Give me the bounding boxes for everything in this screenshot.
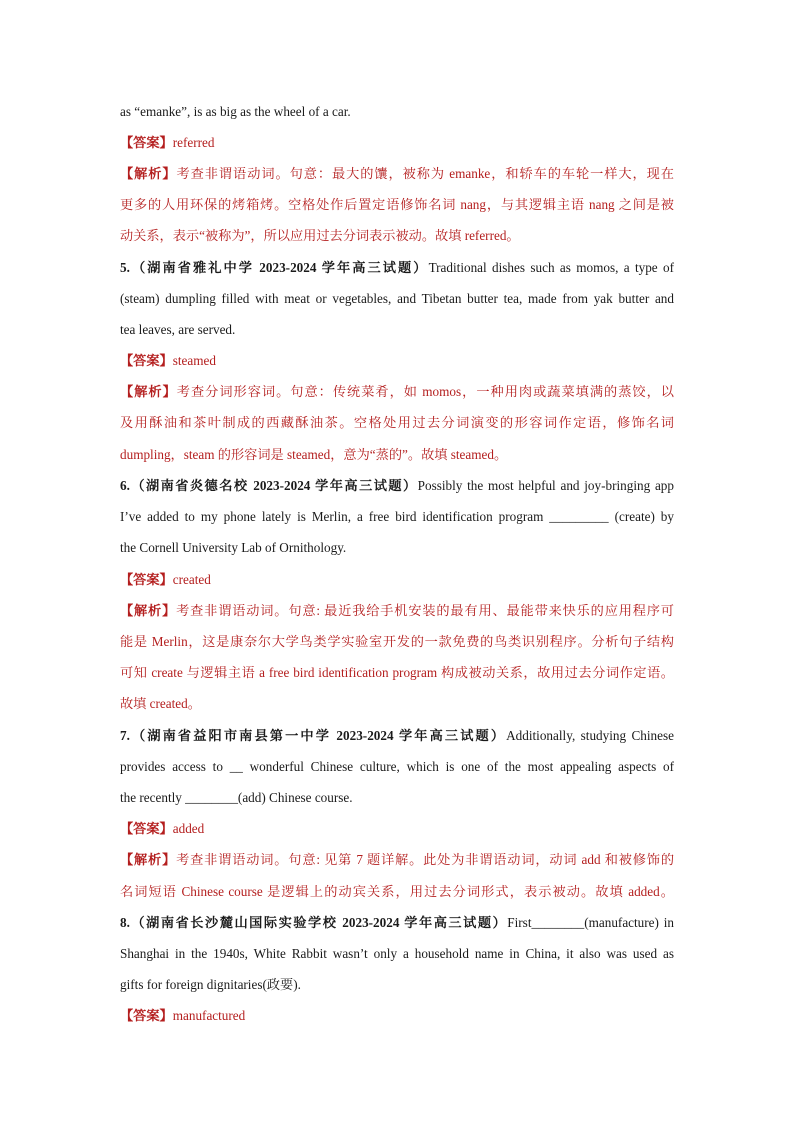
- answer-text: 名词短语 Chinese course 是逻辑上的动宾关系，用过去分词形式，表示被动。故填 added。: [120, 884, 674, 899]
- text-line: [120, 850, 674, 870]
- section-tag: 【答案】: [120, 572, 173, 587]
- answer-text: 可知 create 与逻辑主语 a free bird identification program 构成被动关系，故用过去分词作定语。: [120, 665, 674, 680]
- text-line: [120, 133, 674, 153]
- text-line: [120, 726, 674, 746]
- section-tag: 【答案】: [120, 821, 173, 836]
- question-source: 8.（湖南省长沙麓山国际实验学校 2023-2024 学年高三试题）: [120, 915, 508, 930]
- question-text: (steam) dumpling filled with meat or vegetables, and Tibetan butter tea, made from yak butter and: [120, 291, 674, 306]
- question-text: the Cornell University Lab of Ornithology.: [120, 540, 347, 555]
- answer-text: 考查非谓语动词。句意：最大的馕，被称为 emanke，和轿车的车轮一样大，现在: [176, 166, 674, 181]
- question-text: tea leaves, are served.: [120, 322, 236, 337]
- text-line: [120, 413, 674, 433]
- text-line: [120, 663, 674, 683]
- text-line: [120, 226, 674, 246]
- text-line: [120, 195, 674, 215]
- question-text: Traditional dishes such as momos, a type of: [428, 260, 675, 275]
- answer-text: 能是 Merlin，这是康奈尔大学鸟类学实验室开发的一款免费的鸟类识别程序。分析句子结构: [120, 634, 674, 649]
- text-line: [120, 944, 674, 964]
- answer-text: dumpling，steam 的形容词是 steamed，意为“蒸的”。故填 steamed。: [120, 447, 508, 462]
- section-tag: 【答案】: [120, 135, 173, 150]
- answer-text: 考查分词形容词。句意：传统菜肴，如 momos，一种用肉或蔬菜填满的蒸饺，以: [176, 384, 674, 399]
- text-line: [120, 632, 674, 652]
- section-tag: 【解析】: [120, 603, 177, 618]
- section-tag: 【答案】: [120, 1008, 173, 1023]
- text-line: [120, 570, 674, 590]
- text-line: [120, 601, 674, 621]
- text-line: [120, 476, 674, 496]
- text-line: [120, 882, 674, 902]
- question-text: the recently ________(add) Chinese course.: [120, 790, 353, 805]
- text-line: [120, 757, 674, 777]
- text-line: [120, 320, 674, 340]
- answer-text: referred: [172, 135, 215, 150]
- answer-text: added: [172, 821, 205, 836]
- question-text: Additionally, studying Chinese: [506, 728, 674, 743]
- answer-text: 及用酥油和茶叶制成的西藏酥油茶。空格处用过去分词演变的形容词作定语，修饰名词: [120, 415, 674, 430]
- text-line: [120, 507, 674, 527]
- answer-text: manufactured: [172, 1008, 246, 1023]
- text-line: [120, 788, 674, 808]
- answer-text: created: [172, 572, 211, 587]
- question-text: First________(manufacture) in: [507, 915, 674, 930]
- answer-text: 故填 created。: [120, 696, 201, 711]
- text-line: [120, 445, 674, 465]
- answer-text: 考查非谓语动词。句意: 最近我给手机安装的最有用、最能带来快乐的应用程序可: [176, 603, 674, 618]
- question-text: I’ve added to my phone lately is Merlin, a free bird identification program _________ (create) by: [120, 509, 674, 524]
- question-source: 7.（湖南省益阳市南县第一中学 2023-2024 学年高三试题）: [120, 728, 507, 743]
- question-text: Possibly the most helpful and joy-bringing app: [417, 478, 674, 493]
- answer-text: 考查非谓语动词。句意: 见第 7 题详解。此处为非谓语动词，动词 add 和被修饰的: [176, 852, 675, 867]
- text-line: [120, 382, 674, 402]
- answer-text: 动关系，表示“被称为”，所以应用过去分词表示被动。故填 referred。: [120, 228, 520, 243]
- question-text: gifts for foreign dignitaries(政要).: [120, 977, 301, 992]
- text-line: [120, 258, 674, 278]
- question-text: Shanghai in the 1940s, White Rabbit wasn’t only a household name in China, it also was used as: [120, 946, 674, 961]
- section-tag: 【解析】: [120, 852, 177, 867]
- answer-text: 更多的人用环保的烤箱烤。空格处作后置定语修饰名词 nang，与其逻辑主语 nang 之间是被: [120, 197, 674, 212]
- question-source: 6.（湖南省炎德名校 2023-2024 学年高三试题）: [120, 478, 418, 493]
- text-line: [120, 538, 674, 558]
- question-source: 5.（湖南省雅礼中学 2023-2024 学年高三试题）: [120, 260, 429, 275]
- text-line: [120, 1006, 674, 1026]
- text-line: [120, 694, 674, 714]
- text-line: [120, 819, 674, 839]
- text-line: [120, 102, 674, 122]
- text-line: [120, 351, 674, 371]
- question-text: provides access to __ wonderful Chinese culture, which is one of the most appealing aspects of: [120, 759, 674, 774]
- question-text: as “emanke”, is as big as the wheel of a car.: [120, 104, 351, 119]
- section-tag: 【答案】: [120, 353, 173, 368]
- section-tag: 【解析】: [120, 166, 177, 181]
- text-line: [120, 913, 674, 933]
- text-line: [120, 164, 674, 184]
- text-line: [120, 289, 674, 309]
- section-tag: 【解析】: [120, 384, 177, 399]
- answer-text: steamed: [172, 353, 216, 368]
- text-line: [120, 975, 674, 995]
